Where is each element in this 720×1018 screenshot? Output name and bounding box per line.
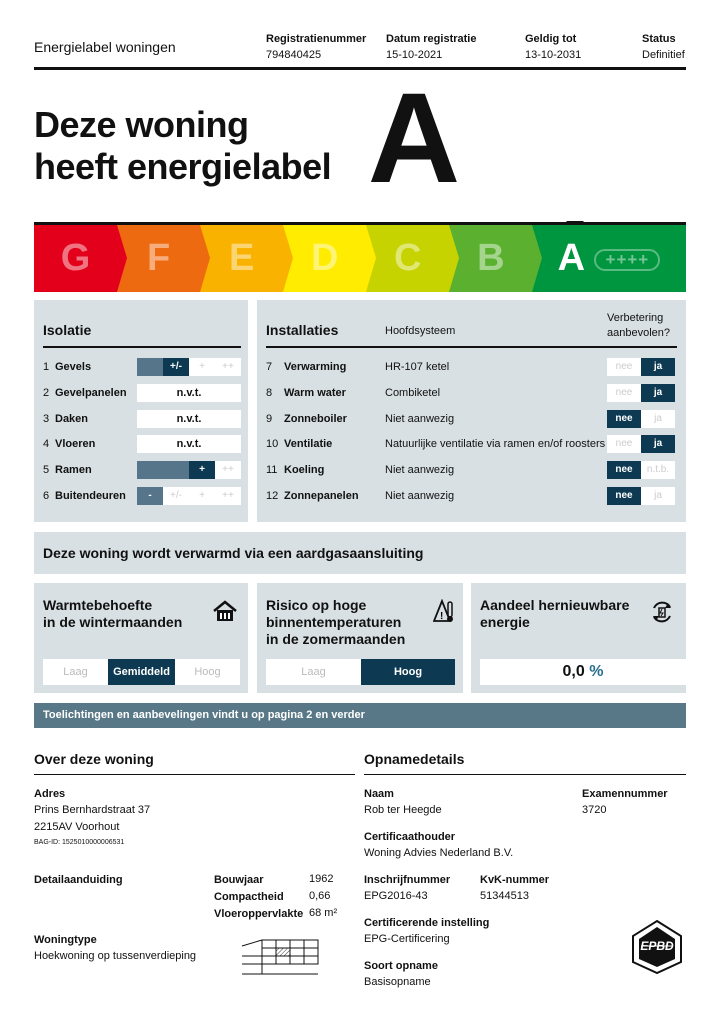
row-name: Zonnepanelen <box>284 490 359 502</box>
row-number: 2 <box>43 386 50 399</box>
divider <box>364 774 686 775</box>
hernieuwbaar-title: Aandeel hernieuwbare energie <box>480 597 630 630</box>
woningtype-diagram-icon <box>240 936 320 976</box>
verbetering-indicator <box>607 410 675 428</box>
verbetering-option: ja <box>641 487 675 505</box>
isolatie-row <box>43 435 241 453</box>
plus-badge: ++++ <box>594 249 660 271</box>
row-number: 10 <box>266 438 279 451</box>
examennummer-label: Examennummer <box>582 788 668 800</box>
isolatie-value: n.v.t. <box>137 435 241 453</box>
detailaanduiding-label: Detailaanduiding <box>34 874 123 886</box>
instelling-value: EPG-Certificering <box>364 933 450 945</box>
installatie-row <box>266 487 677 505</box>
row-number: 4 <box>43 438 50 451</box>
isolatie-row <box>43 461 241 479</box>
verbetering-option: ja <box>641 435 675 453</box>
installatie-row <box>266 461 677 479</box>
level-cell: +/- <box>163 487 189 505</box>
warmtebehoefte-title: Warmtebehoefte in de wintermaanden <box>43 597 183 630</box>
isolatie-row <box>43 358 241 376</box>
level-cell: + <box>189 358 215 376</box>
divider <box>34 774 355 775</box>
hoofdsysteem-value: HR-107 ketel <box>385 361 450 373</box>
row-number: 8 <box>266 386 273 399</box>
verbetering-option: nee <box>607 487 641 505</box>
row-number: 3 <box>43 412 50 425</box>
verbetering-option: ja <box>641 410 675 428</box>
inschrijfnummer-value: EPG2016-43 <box>364 890 428 902</box>
vloeroppervlakte-label: Vloeroppervlakte <box>214 908 304 920</box>
row-name: Warm water <box>284 386 346 399</box>
level-cell: + <box>189 487 215 505</box>
datum-registratie-field: Datum registratie 15-10-2021 <box>386 33 477 61</box>
scale-segment-g <box>34 225 117 292</box>
warmtebehoefte-tile <box>34 583 248 693</box>
verbetering-option: n.t.b. <box>641 461 675 479</box>
naam-value: Rob ter Heegde <box>364 804 442 816</box>
status-field: Status Definitief <box>642 33 685 61</box>
inschrijfnummer-label: Inschrijfnummer <box>364 874 451 886</box>
verbetering-indicator <box>607 487 675 505</box>
soort-opname-label: Soort opname <box>364 960 438 972</box>
level-cell <box>137 358 163 376</box>
verbetering-indicator <box>607 461 675 479</box>
installatie-row <box>266 358 677 376</box>
row-name: Gevels <box>55 361 92 373</box>
heating-banner: Deze woning wordt verwarmd via een aardgasaansluiting <box>34 532 686 574</box>
kvk-value: 51344513 <box>480 890 529 902</box>
scale-arrow-icon <box>532 225 542 292</box>
scale-letter: D <box>310 237 339 279</box>
verbetering-indicator <box>607 358 675 376</box>
document-header <box>34 28 686 70</box>
row-name: Zonneboiler <box>284 412 347 425</box>
installaties-title: Installaties <box>266 322 339 338</box>
scale-option-laag: Laag <box>266 659 361 685</box>
scale-segment-a <box>532 225 686 292</box>
isolatie-panel <box>34 300 248 522</box>
scale-letter: A <box>557 237 586 279</box>
row-number: 6 <box>43 490 50 502</box>
row-number: 11 <box>266 464 278 477</box>
isolatie-level-scale <box>137 358 241 376</box>
isolatie-row <box>43 410 241 428</box>
certificaathouder-label: Certificaathouder <box>364 831 456 843</box>
bag-id: BAG-ID: 1525010000006531 <box>34 839 125 846</box>
opnamedetails-title: Opnamedetails <box>364 751 465 767</box>
scale-letter: F <box>146 237 171 279</box>
risico-title: Risico op hoge binnentemperaturen in de zomermaanden <box>266 597 406 647</box>
headline: Deze woning heeft energielabel <box>34 104 332 187</box>
isolatie-value: n.v.t. <box>137 410 241 428</box>
epbd-logo-text: EPBD <box>640 939 674 953</box>
vloeroppervlakte-value: 68 m² <box>309 907 338 919</box>
level-cell: + <box>189 461 215 479</box>
isolatie-row <box>43 384 241 402</box>
instelling-label: Certificerende instelling <box>364 917 490 929</box>
verbetering-option: ja <box>641 384 675 402</box>
level-cell <box>163 461 189 479</box>
row-name: Ventilatie <box>284 438 333 451</box>
level-cell: ++ <box>215 461 241 479</box>
verbetering-option: nee <box>607 461 641 479</box>
scale-letter: G <box>60 237 91 279</box>
scale-option-laag: Laag <box>43 659 108 685</box>
energy-label-letter: A <box>367 67 461 210</box>
compactheid-label: Compactheid <box>214 891 284 903</box>
row-name: Ramen <box>55 464 92 477</box>
hernieuwbaar-tile <box>471 583 686 693</box>
adres-label: Adres <box>34 788 66 800</box>
verbetering-option: nee <box>607 435 641 453</box>
renewable-cycle-icon <box>649 599 675 625</box>
scale-option-gemiddeld: Gemiddeld <box>108 659 175 685</box>
verbetering-indicator <box>607 384 675 402</box>
verbetering-indicator <box>607 435 675 453</box>
scale-letter: E <box>228 237 255 279</box>
level-cell: ++ <box>215 487 241 505</box>
hernieuwbaar-value: 0,0 % <box>480 659 686 685</box>
verbetering-option: nee <box>607 358 641 376</box>
verbetering-option: ja <box>641 358 675 376</box>
isolatie-value: n.v.t. <box>137 384 241 402</box>
bouwjaar-value: 1962 <box>309 873 334 885</box>
scale-segment-e <box>200 225 283 292</box>
row-name: Gevelpanelen <box>55 386 127 399</box>
document-title: Energielabel woningen <box>34 39 176 55</box>
verbetering-option: nee <box>607 384 641 402</box>
row-name: Daken <box>55 412 89 425</box>
row-number: 12 <box>266 490 279 502</box>
row-number: 7 <box>266 361 273 373</box>
row-name: Vloeren <box>55 438 96 451</box>
scale-letter: B <box>477 237 505 279</box>
toelichting-strip: Toelichtingen en aanbevelingen vindt u op pagina 2 en verder <box>34 703 686 728</box>
verbetering-header: Verbetering aanbevolen? <box>607 312 671 339</box>
compactheid-value: 0,66 <box>309 890 331 902</box>
bouwjaar-label: Bouwjaar <box>214 874 264 886</box>
woningtype-value: Hoekwoning op tussenverdieping <box>34 950 197 962</box>
isolatie-title: Isolatie <box>43 322 92 338</box>
house-heat-icon <box>212 599 238 623</box>
isolatie-level-scale <box>137 487 241 505</box>
scale-letter: C <box>394 237 422 279</box>
scale-arrow-icon <box>117 225 127 292</box>
thermometer-warning-icon <box>433 599 455 625</box>
examennummer-value: 3720 <box>582 804 607 816</box>
risico-scale <box>266 659 455 685</box>
naam-label: Naam <box>364 788 394 800</box>
row-name: Verwarming <box>284 361 347 373</box>
row-number: 5 <box>43 464 50 477</box>
scale-segment-b <box>449 225 532 292</box>
over-deze-woning-title: Over deze woning <box>34 751 154 767</box>
row-number: 1 <box>43 361 50 373</box>
scale-segment-c <box>366 225 449 292</box>
installaties-panel <box>257 300 686 522</box>
kvk-label: KvK-nummer <box>480 874 550 886</box>
hoofdsysteem-header: Hoofdsysteem <box>385 325 456 337</box>
scale-arrow-icon <box>366 225 376 292</box>
isolatie-level-scale <box>137 461 241 479</box>
energy-label-scale <box>34 222 686 292</box>
scale-option-hoog: Hoog <box>361 659 455 685</box>
verbetering-option: nee <box>607 410 641 428</box>
installatie-row <box>266 410 677 428</box>
level-cell: - <box>137 487 163 505</box>
scale-arrow-icon <box>283 225 293 292</box>
scale-segment-d <box>283 225 366 292</box>
scale-arrow-icon <box>449 225 459 292</box>
svg-text:!: ! <box>440 611 444 622</box>
row-number: 9 <box>266 412 273 425</box>
scale-option-hoog: Hoog <box>175 659 240 685</box>
hoofdsysteem-value: Niet aanwezig <box>385 490 455 502</box>
installatie-row <box>266 435 677 453</box>
row-name: Koeling <box>284 464 325 477</box>
warmtebehoefte-scale <box>43 659 240 685</box>
geldig-tot-field: Geldig tot 13-10-2031 <box>525 33 582 61</box>
isolatie-row <box>43 487 241 505</box>
scale-arrow-icon <box>200 225 210 292</box>
registratienummer-field: Registratienummer 794840425 <box>266 33 367 61</box>
certificaathouder-value: Woning Advies Nederland B.V. <box>364 847 514 859</box>
level-cell: +/- <box>163 358 189 376</box>
hoofdsysteem-value: Natuurlijke ventilatie via ramen en/of roosters <box>385 438 606 451</box>
adres-value: Prins Bernhardstraat 37 2215AV Voorhout <box>34 804 151 833</box>
installatie-row <box>266 384 677 402</box>
divider <box>266 346 677 348</box>
woningtype-label: Woningtype <box>34 934 97 946</box>
hoofdsysteem-value: Niet aanwezig <box>385 464 455 477</box>
hoofdsysteem-value: Combiketel <box>385 386 441 399</box>
scale-segment-f <box>117 225 200 292</box>
hoofdsysteem-value: Niet aanwezig <box>385 412 455 425</box>
level-cell <box>137 461 163 479</box>
soort-opname-value: Basisopname <box>364 976 431 988</box>
risico-tile <box>257 583 463 693</box>
divider <box>43 346 241 348</box>
row-name: Buitendeuren <box>55 490 126 502</box>
level-cell: ++ <box>215 358 241 376</box>
